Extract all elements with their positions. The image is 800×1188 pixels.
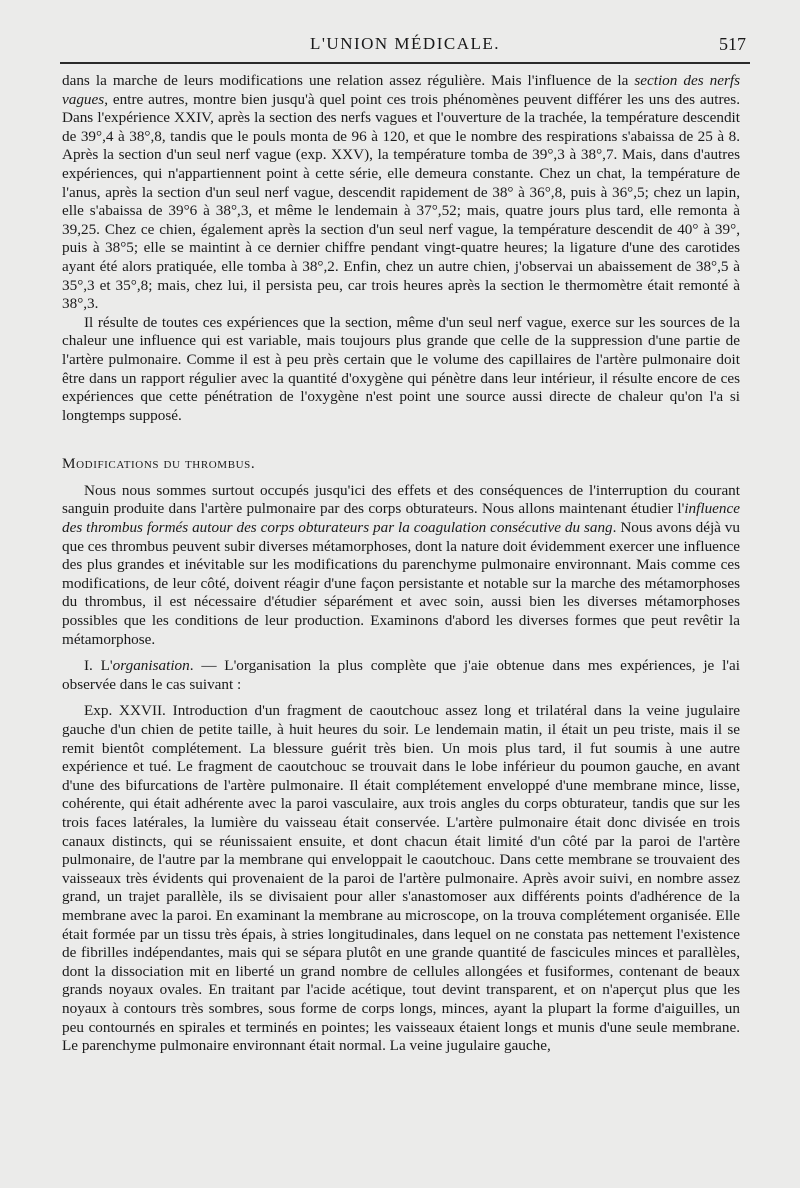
emphasis: organisation xyxy=(112,657,190,675)
page-body xyxy=(62,72,740,1056)
page-number: 517 xyxy=(719,34,746,54)
page-header xyxy=(60,34,750,60)
section-title: Modifications du thrombus. xyxy=(62,455,256,473)
paragraph-thrombus-intro: Nous nous sommes surtout occupés jusqu'ici des effets et des conséquences de l'interruption du courant sanguin produite dans l'artère pulmonaire par des corps obturateurs. Nous allons maintenant étudier l'influence des thrombus formés autour des corps obturateurs par la coagulation consécutive du sang. Nous avons déjà vu que ces thrombus peuvent subir diverses métamorphoses, dont la nature doit évidemment exercer une influence des plus grandes et inévitable sur les modifications du parenchyme pulmonaire environnant. Mais comme ces modifications, de leur côté, doivent réagir d'une façon persistante et notable sur la marche des métamorphoses du thrombus, il est nécessaire d'étudier séparément et avec soin, aussi bien les diverses métamorphoses possibles que les conditions de leur production. Examinons d'abord les diverses formes que peut revêtir la métamorphose. xyxy=(62,481,740,648)
paragraph-organisation: I. L'organisation. — L'organisation la plus complète que j'aie obtenue dans mes expériences, je l'ai observée dans le cas suivant : xyxy=(62,657,740,693)
emphasis: section des nerfs vagues xyxy=(62,72,740,108)
paragraph-experiment-xxvii: Exp. XXVII. Introduction d'un fragment de caoutchouc assez long et trilatéral dans la veine jugulaire gauche d'un chien de petite taille, à huit heures du soir. Le lendemain matin, il était un peu triste, mais il se remit bientôt complétement. La blessure guérit très bien. Un mois plus tard, il fut soumis à une autre expérience et tué. Le fragment de caoutchouc se trouvait dans le lobe inférieur du poumon gauche, en avant d'une des bifurcations de l'artère pulmonaire. Il était complétement enveloppé d'une membrane mince, lisse, cohérente, qui était adhérente avec la paroi vasculaire, aux trois angles du corps obturateur, tandis que sur les trois faces latérales, la lumière du vaisseau était conservée. L'artère pulmonaire était donc divisée en trois canaux distincts, qui se réunissaient ensuite, et dont chacun était limité d'un côté par la paroi de l'artère pulmonaire, de l'autre par la membrane qui enveloppait le caoutchouc. Dans cette membrane se trouvaient des vaisseaux très évidents qui provenaient de la paroi de l'artère pulmonaire. Après avoir suivi, en nombre assez grand, un trajet parallèle, ils se divisaient pour aller s'anastomoser aux différents points d'adhérence de la membrane avec la paroi. En examinant la membrane au microscope, on la trouva complétement organisée. Elle était formée par un tissu très épais, à stries longitudinales, dans lequel on ne constata pas nettement l'existence de fibrilles indépendantes, mais qui se sépara plutôt en une grande quantité de fascicules minces et parallèles, dont la dissociation mit en liberté un grand nombre de cellules allongées et fusiformes, contenant de beaux grands noyaux ovales. En traitant par l'acide acétique, tout devint transparent, et on n'aperçut plus que les noyaux à contours très sombres, sous forme de corps longs, minces, ayant la plupart la forme d'aiguilles, un peu contournés en spirales et terminés en pointes; les vaisseaux étaient longs et munis d'une seule membrane. Le parenchyme pulmonaire environnant était normal. La veine jugulaire gauche, xyxy=(62,702,740,1055)
header-rule xyxy=(60,62,750,64)
running-title: L'UNION MÉDICALE. xyxy=(309,34,501,53)
paragraph-nerve-section: dans la marche de leurs modifications une relation assez régulière. Mais l'influence de la section des nerfs vagues, entre autres, montre bien jusqu'à quel point ces trois phénomènes peuvent différer les uns des autres. Dans l'expérience XXIV, après la section des nerfs vagues et l'ouverture de la trachée, la température descendit de 39°,4 à 38°,8, tandis que le pouls monta de 96 à 120, et que le nombre des respirations s'abaissa de 25 à 8. Après la section d'un seul nerf vague (exp. XXV), la température tomba de 39°,3 à 38°,7. Mais, dans d'autres expériences, qui n'appartiennent point à cette série, elle demeura constante. Chez un chat, la température de l'anus, après la section d'un seul nerf vague, descendit rapidement de 38° à 36°,8, puis à 36°,5; chez un lapin, elle s'abaissa de 39°6 à 38°,3, et même le lendemain à 37°,52; mais, quatre jours plus tard, elle remonta à 39,25. Chez ce chien, également après la section d'un seul nerf vague, la température descendit de 40° à 39°, puis à 38°5; elle se maintint à ce dernier chiffre pendant vingt-quatre heures; la ligature d'une des carotides ayant été alors pratiquée, elle tomba à 38°,2. Enfin, chez un autre chien, j'observai un abaissement de 38°,5 à 35°,3 et 35°,8; mais, chez lui, il persista peu, car trois heures après la section le thermomètre était remonté à 38°,3. xyxy=(62,72,740,313)
paragraph-conclusion: Il résulte de toutes ces expériences que la section, même d'un seul nerf vague, exerce sur les sources de la chaleur une influence qui est variable, mais toujours plus grande que celle de la suppression d'une partie de l'artère pulmonaire. Comme il est à peu près certain que le volume des capillaires de l'artère pulmonaire doit être dans un rapport régulier avec la quantité d'oxygène qui pénètre dans leur intérieur, il résulte encore de ces expériences que cette pénétration de l'oxygène n'est point une source aussi directe de chaleur qu'on l'a si longtemps supposé. xyxy=(62,313,740,424)
emphasis: influence des thrombus formés autour des corps obturateurs par la coagulation consécutive du sang xyxy=(62,500,740,537)
